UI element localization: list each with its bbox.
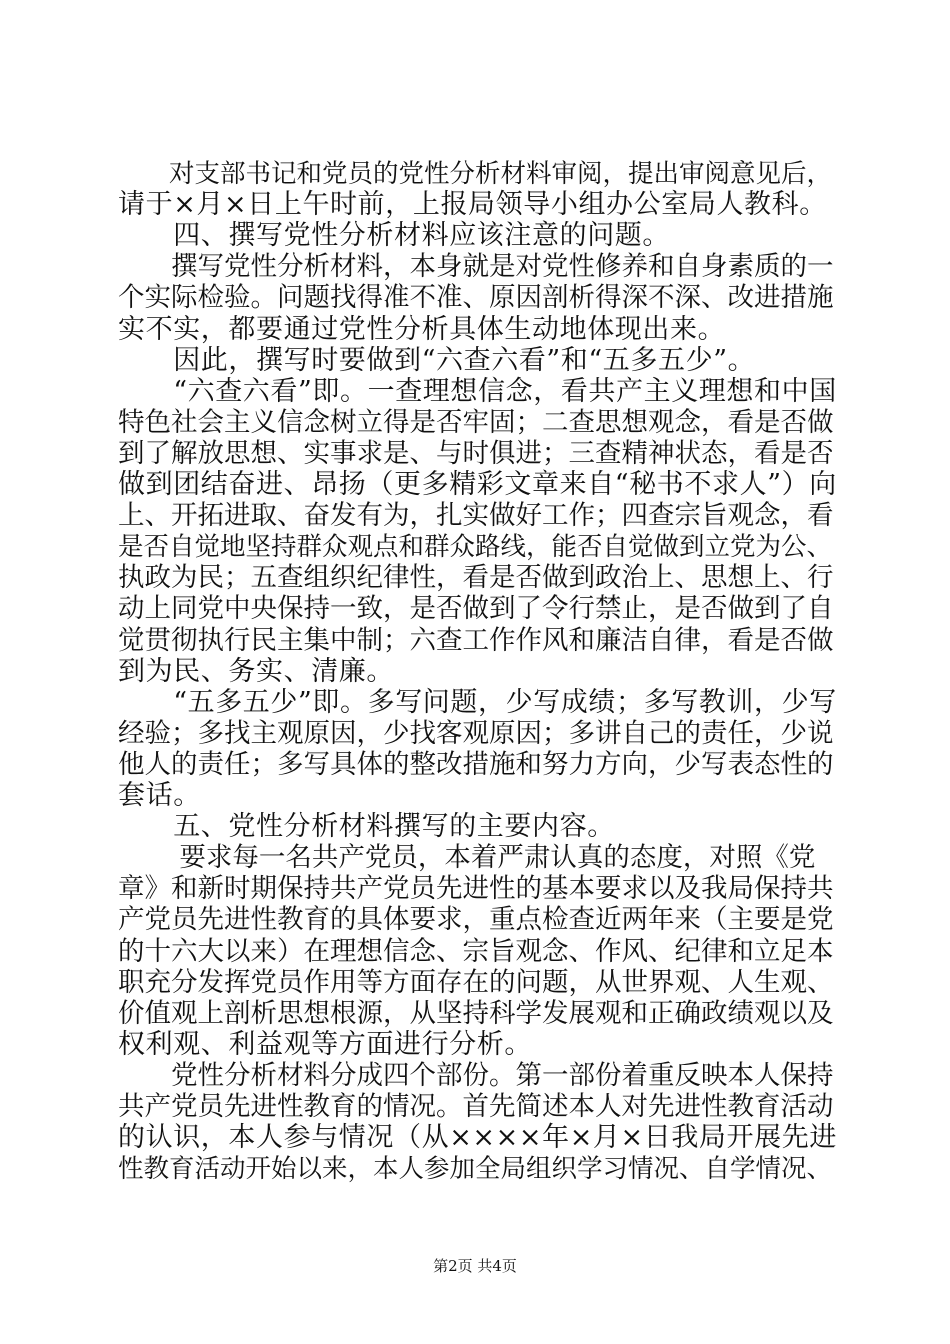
text-line: 撰写党性分析材料，本身就是对党性修养和自身素质的一 [118,251,834,283]
text-line: 动上同党中央保持一致，是否做到了令行禁止，是否做到了自 [118,593,834,625]
page-footer: 第2页 共4页 [433,1257,517,1275]
text-line: 是否自觉地坚持群众观点和群众路线，能否自觉做到立党为公、 [118,532,833,563]
text-line: 到为民、务实、清廉。 [118,655,394,687]
text-line: 的认识，本人参与情况（从××××年×月×日我局开展先进 [118,1122,837,1154]
text-line: 要求每一名共产党员，本着严肃认真的态度，对照《党 [118,842,816,874]
text-line: 他人的责任；多写具体的整改措施和努力方向，少写表态性的 [118,748,834,780]
text-line: 职充分发挥党员作用等方面存在的问题，从世界观、人生观、 [118,966,834,998]
text-line: “六查六看”即。一查理想信念，看共产主义理想和中国 [118,375,837,407]
text-line: 对支部书记和党员的党性分析材料审阅，提出审阅意见后， [118,159,833,189]
text-line: 四、撰写党性分析材料应该注意的问题。 [118,220,670,252]
text-line: 上、开拓进取、奋发有为，扎实做好工作；四查宗旨观念，看 [118,500,834,532]
text-line: 共产党员先进性教育的情况。首先简述本人对先进性教育活动 [118,1091,834,1122]
text-line: 产党员先进性教育的具体要求，重点检查近两年来（主要是党 [118,904,834,936]
text-line: 觉贯彻执行民主集中制；六查工作作风和廉洁自律，看是否做 [118,624,834,656]
text-line: 党性分析材料分成四个部份。第一部份着重反映本人保持 [118,1059,834,1091]
text-line: 的十六大以来）在理想信念、宗旨观念、作风、纪律和立足本 [118,935,834,967]
text-line: 性教育活动开始以来，本人参加全局组织学习情况、自学情况、 [118,1154,833,1185]
text-line: “五多五少”即。多写问题，少写成绩；多写教训，少写 [118,686,837,718]
text-line: 做到团结奋进、昂扬（更多精彩文章来自“秘书不求人”）向 [118,469,837,500]
text-line: 请于×月×日上午时前，上报局领导小组办公室局人教科。 [118,189,827,221]
text-line: 经验；多找主观原因，少找客观原因；多讲自己的责任，少说 [118,717,834,749]
text-line: 权利观、利益观等方面进行分析。 [118,1028,532,1060]
text-line: 套话。 [118,780,201,811]
text-line: 执政为民；五查组织纪律性，看是否做到政治上、思想上、行 [118,562,834,594]
text-line: 到了解放思想、实事求是、与时俱进；三查精神状态，看是否 [118,437,834,469]
text-line: 章》和新时期保持共产党员先进性的基本要求以及我局保持共 [118,873,834,905]
text-line: 实不实，都要通过党性分析具体生动地体现出来。 [118,313,726,345]
text-line: 特色社会主义信念树立得是否牢固；二查思想观念，看是否做 [118,406,834,438]
text-line: 价值观上剖析思想根源，从坚持科学发展观和正确政绩观以及 [118,997,834,1029]
text-line: 五、党性分析材料撰写的主要内容。 [118,811,615,843]
text-line: 个实际检验。问题找得准不准、原因剖析得深不深、改进措施 [118,282,834,314]
text-line: 因此，撰写时要做到“六查六看”和“五多五少”。 [118,344,756,376]
